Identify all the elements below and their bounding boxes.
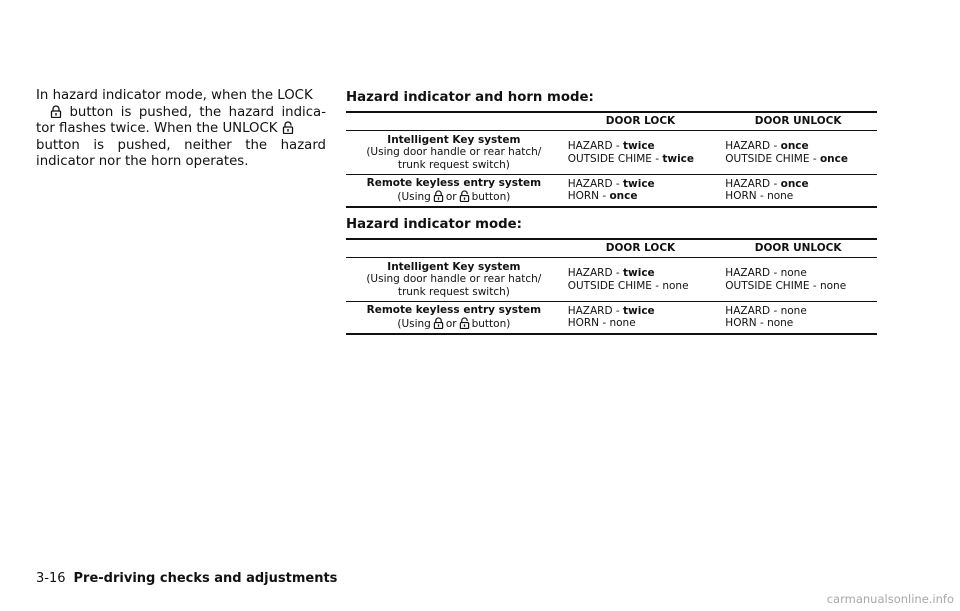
table-row	[346, 175, 877, 207]
unlock-icon	[282, 121, 294, 134]
lock-icon	[50, 105, 62, 118]
lock-cell: HAZARD - twice OUTSIDE CHIME - none	[562, 258, 720, 302]
page-number: 3-16	[36, 571, 66, 586]
system-cell: Intelligent Key system (Using door handle or rear hatch/ trunk request switch)	[346, 131, 562, 175]
unlock-cell: HAZARD - once OUTSIDE CHIME - once	[719, 131, 877, 175]
paragraph-line: indicator nor the horn operates.	[36, 154, 249, 170]
lock-cell: HAZARD - twice HORN - once	[567, 177, 655, 203]
unlock-icon	[459, 190, 470, 202]
lock-cell: HAZARD - twice HORN - none	[567, 304, 655, 330]
lock-cell: HAZARD - twice OUTSIDE CHIME - twice	[562, 131, 720, 175]
hazard-horn-table	[346, 111, 877, 208]
paragraph-line: button is pushed, neither the hazard	[36, 137, 326, 153]
unlock-cell: HAZARD - once HORN - none	[725, 177, 809, 203]
watermark: carmanualsonline.info	[826, 592, 954, 606]
paragraph-line: In hazard indicator mode, when the LOCK	[36, 88, 313, 103]
unlock-icon	[459, 317, 470, 329]
page-footer	[36, 571, 337, 586]
system-cell: Remote keyless entry system (Using or button)	[366, 304, 542, 330]
lock-icon	[433, 317, 444, 329]
table-heading: Hazard indicator mode:	[346, 217, 522, 232]
column-header-door-lock: DOOR LOCK	[562, 112, 720, 131]
body-paragraph	[36, 88, 326, 171]
table-row	[346, 302, 877, 334]
paragraph-line: button is pushed, the hazard indica-	[36, 105, 326, 122]
table-row	[346, 131, 877, 175]
column-header-door-unlock: DOOR UNLOCK	[719, 239, 877, 258]
paragraph-line: tor flashes twice. When the UNLOCK	[36, 121, 326, 138]
hazard-only-table	[346, 238, 877, 335]
unlock-cell: HAZARD - none OUTSIDE CHIME - none	[719, 258, 877, 302]
section-title: Pre-driving checks and adjustments	[73, 571, 338, 586]
system-cell: Intelligent Key system (Using door handle or rear hatch/ trunk request switch)	[346, 258, 562, 302]
column-header-door-unlock: DOOR UNLOCK	[719, 112, 877, 131]
unlock-cell: HAZARD - none HORN - none	[725, 304, 807, 330]
lock-icon	[433, 190, 444, 202]
column-header-door-lock: DOOR LOCK	[562, 239, 720, 258]
table-corner	[346, 239, 562, 258]
table-heading: Hazard indicator and horn mode:	[346, 90, 594, 105]
table-corner	[346, 112, 562, 131]
system-cell: Remote keyless entry system (Using or button)	[366, 177, 542, 203]
table-row	[346, 258, 877, 302]
